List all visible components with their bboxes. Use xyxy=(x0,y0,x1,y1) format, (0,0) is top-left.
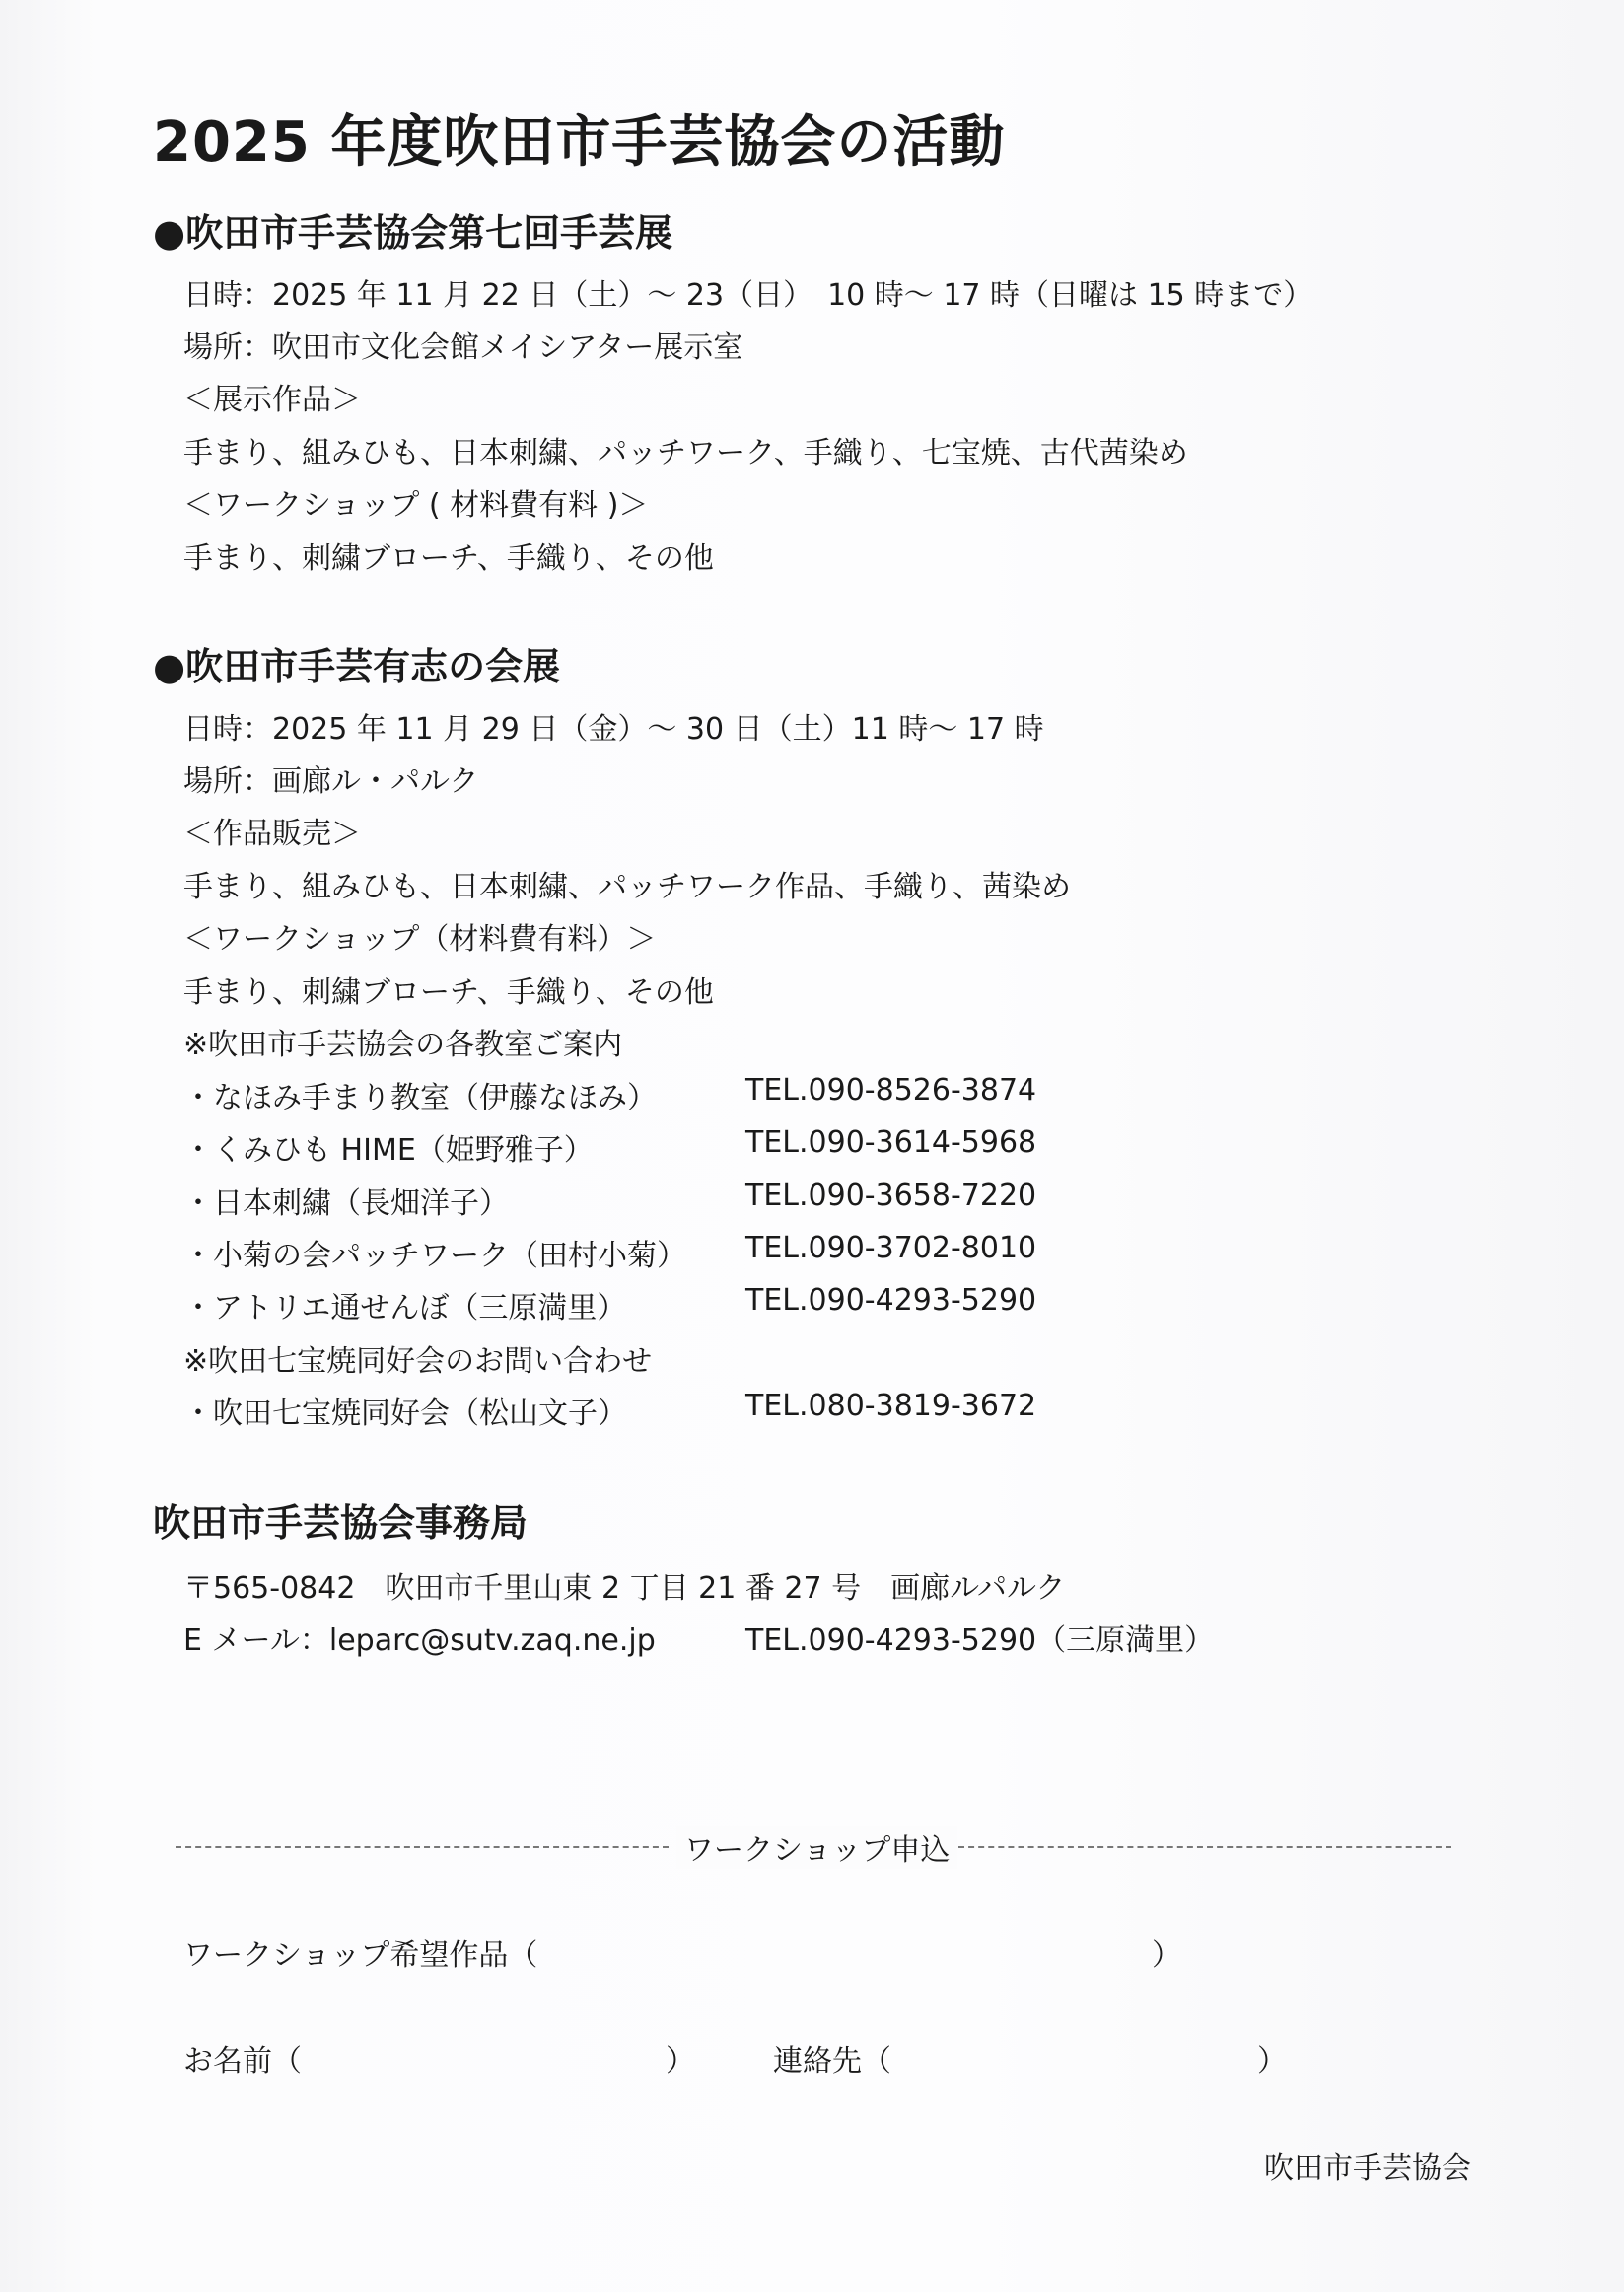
exhibition2-workshop-label: ＜ワークショップ（材料費有料）＞ xyxy=(183,922,657,957)
cloisonne-label: ※吹田七宝焼同好会のお問い合わせ xyxy=(183,1344,653,1379)
office-heading: 吹田市手芸協会事務局 xyxy=(153,1501,529,1544)
class-item-tel: TEL.090-3614-5968 xyxy=(745,1125,1037,1160)
exhibition1-works-label: ＜展示作品＞ xyxy=(183,383,361,417)
wish-field[interactable] xyxy=(558,1928,1146,1966)
class-item-tel: TEL.090-8526-3874 xyxy=(745,1073,1037,1108)
divider-right xyxy=(958,1846,1451,1848)
exhibition2-workshop: 手まり、刺繍ブローチ、手織り、その他 xyxy=(183,975,714,1010)
cloisonne-name: ・吹田七宝焼同好会（松山文子） xyxy=(183,1397,627,1431)
cloisonne-tel: TEL.080-3819-3672 xyxy=(745,1389,1037,1423)
wish-label: ワークショップ希望作品（ xyxy=(183,1938,538,1972)
class-item-name: ・日本刺繍（長畑洋子） xyxy=(183,1186,509,1221)
contact-label: 連絡先（ xyxy=(773,2044,891,2079)
class-item-tel: TEL.090-3702-8010 xyxy=(745,1231,1037,1265)
contact-field[interactable] xyxy=(897,2035,1252,2072)
name-close: ） xyxy=(666,2044,695,2079)
name-field[interactable] xyxy=(306,2035,661,2072)
office-email: E メール：leparc@sutv.zaq.ne.jp xyxy=(183,1623,656,1658)
footer-organization: 吹田市手芸協会 xyxy=(1264,2151,1471,2185)
exhibition2-works: 手まり、組みひも、日本刺繍、パッチワーク作品、手織り、茜染め xyxy=(183,870,1071,904)
class-item-name: ・小菊の会パッチワーク（田村小菊） xyxy=(183,1239,686,1273)
exhibition2-heading: ●吹田市手芸有志の会展 xyxy=(153,645,561,688)
class-item-name: ・くみひも HIME（姫野雅子） xyxy=(183,1133,594,1168)
wish-close: ） xyxy=(1152,1938,1181,1972)
exhibition1-workshop-label: ＜ワークショップ ( 材料費有料 )＞ xyxy=(183,488,649,523)
exhibition2-place: 場所：画廊ル・パルク xyxy=(183,764,479,799)
exhibition2-datetime: 日時：2025 年 11 月 29 日（金）～ 30 日（土）11 時～ 17 時 xyxy=(183,712,1044,747)
exhibition1-datetime: 日時：2025 年 11 月 22 日（土）～ 23（日） 10 時～ 17 時（日曜は 15 時まで） xyxy=(183,278,1313,313)
exhibition1-heading: ●吹田市手芸協会第七回手芸展 xyxy=(153,211,673,254)
class-item-tel: TEL.090-4293-5290 xyxy=(745,1283,1037,1318)
class-item-tel: TEL.090-3658-7220 xyxy=(745,1179,1037,1213)
divider-left xyxy=(176,1846,669,1848)
class-item-name: ・アトリエ通せんぼ（三原満里） xyxy=(183,1291,627,1325)
classes-label: ※吹田市手芸協会の各教室ご案内 xyxy=(183,1028,623,1062)
exhibition1-works: 手まり、組みひも、日本刺繍、パッチワーク、手織り、七宝焼、古代茜染め xyxy=(183,436,1188,470)
class-item-name: ・なほみ手まり教室（伊藤なほみ） xyxy=(183,1081,657,1115)
name-label: お名前（ xyxy=(183,2044,302,2079)
exhibition2-works-label: ＜作品販売＞ xyxy=(183,817,361,851)
contact-close: ） xyxy=(1257,2044,1287,2079)
office-tel: TEL.090-4293-5290（三原満里） xyxy=(745,1623,1215,1658)
office-address: 〒565-0842 吹田市千里山東 2 丁目 21 番 27 号 画廊ルパルク xyxy=(183,1571,1066,1606)
page-title: 2025 年度吹田市手芸協会の活動 xyxy=(153,110,1006,175)
exhibition1-place: 場所：吹田市文化会館メイシアター展示室 xyxy=(183,330,743,365)
workshop-application-label: ワークショップ申込 xyxy=(676,1826,957,1869)
exhibition1-workshop: 手まり、刺繍ブローチ、手織り、その他 xyxy=(183,541,714,576)
